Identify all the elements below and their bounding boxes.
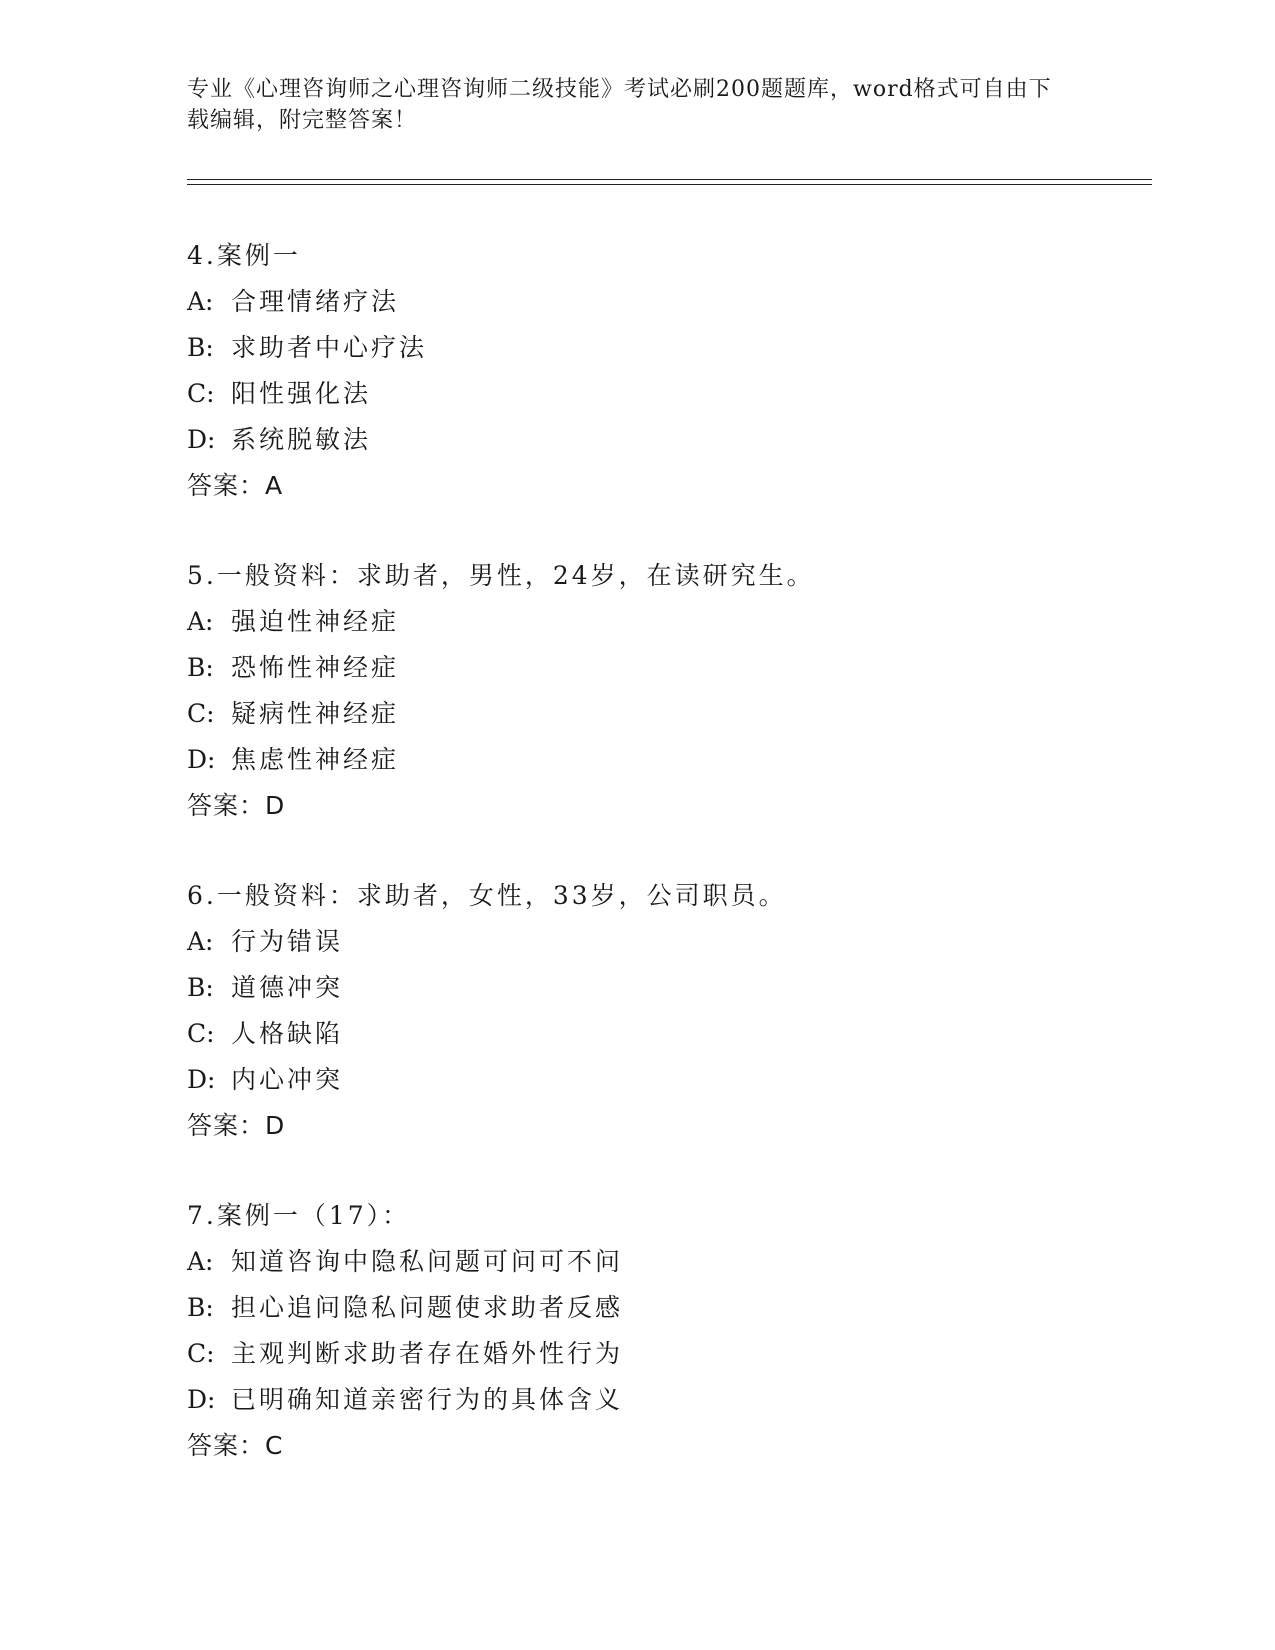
question-stem: 6.一般资料：求助者，女性，33岁，公司职员。 [187, 881, 787, 910]
header-divider-top [187, 179, 1152, 180]
option-d [187, 422, 1147, 468]
answer-line: 答案：D [187, 1111, 286, 1140]
question-stem: 4.案例一 [187, 241, 301, 270]
option-b [187, 970, 1147, 1016]
option-d [187, 742, 1147, 788]
option-b [187, 330, 1147, 376]
option-text: 知道咨询中隐私问题可问可不问 [231, 1247, 624, 1276]
option-d [187, 1382, 1147, 1428]
option-a [187, 604, 1147, 650]
option-letter: C: [187, 1339, 215, 1368]
option-c [187, 1336, 1147, 1382]
option-text: 人格缺陷 [231, 1019, 344, 1048]
question-stem: 7.案例一（17）： [187, 1201, 411, 1230]
option-letter: D: [187, 1065, 216, 1094]
option-letter: A: [187, 607, 214, 636]
question-4 [187, 238, 1147, 558]
answer-line: 答案：D [187, 791, 286, 820]
header-divider-bottom [187, 184, 1152, 185]
option-text: 疑病性神经症 [231, 699, 400, 728]
answer-line: 答案：C [187, 1431, 284, 1460]
option-letter: A: [187, 287, 214, 316]
option-letter: B: [187, 1293, 214, 1322]
option-letter: D: [187, 745, 216, 774]
question-list [187, 238, 1147, 1518]
option-d [187, 1062, 1147, 1108]
option-letter: B: [187, 973, 214, 1002]
question-6 [187, 878, 1147, 1198]
option-text: 已明确知道亲密行为的具体含义 [231, 1385, 624, 1414]
option-text: 恐怖性神经症 [231, 653, 400, 682]
option-c [187, 1016, 1147, 1062]
question-stem: 5.一般资料：求助者，男性，24岁，在读研究生。 [187, 561, 815, 590]
option-b [187, 1290, 1147, 1336]
option-c [187, 376, 1147, 422]
option-letter: C: [187, 699, 215, 728]
option-letter: C: [187, 1019, 215, 1048]
question-7 [187, 1198, 1147, 1518]
option-letter: A: [187, 927, 214, 956]
option-letter: C: [187, 379, 215, 408]
option-a [187, 924, 1147, 970]
option-letter: D: [187, 1385, 216, 1414]
option-text: 行为错误 [231, 927, 344, 956]
option-letter: B: [187, 333, 214, 362]
option-text: 求助者中心疗法 [231, 333, 428, 362]
option-text: 阳性强化法 [231, 379, 372, 408]
option-letter: B: [187, 653, 214, 682]
option-text: 焦虑性神经症 [231, 745, 400, 774]
option-text: 道德冲突 [231, 973, 344, 1002]
option-a [187, 1244, 1147, 1290]
option-letter: D: [187, 425, 216, 454]
answer-line: 答案：A [187, 471, 284, 500]
question-5 [187, 558, 1147, 878]
option-b [187, 650, 1147, 696]
option-letter: A: [187, 1247, 214, 1276]
document-header: 专业《心理咨询师之心理咨询师二级技能》考试必刷200题题库，word格式可自由下载编辑，附完整答案！ [187, 77, 1052, 133]
option-text: 担心追问隐私问题使求助者反感 [231, 1293, 624, 1322]
option-c [187, 696, 1147, 742]
option-text: 内心冲突 [231, 1065, 344, 1094]
option-text: 强迫性神经症 [231, 607, 400, 636]
option-text: 主观判断求助者存在婚外性行为 [231, 1339, 624, 1368]
option-a [187, 284, 1147, 330]
option-text: 合理情绪疗法 [231, 287, 400, 316]
option-text: 系统脱敏法 [231, 425, 372, 454]
